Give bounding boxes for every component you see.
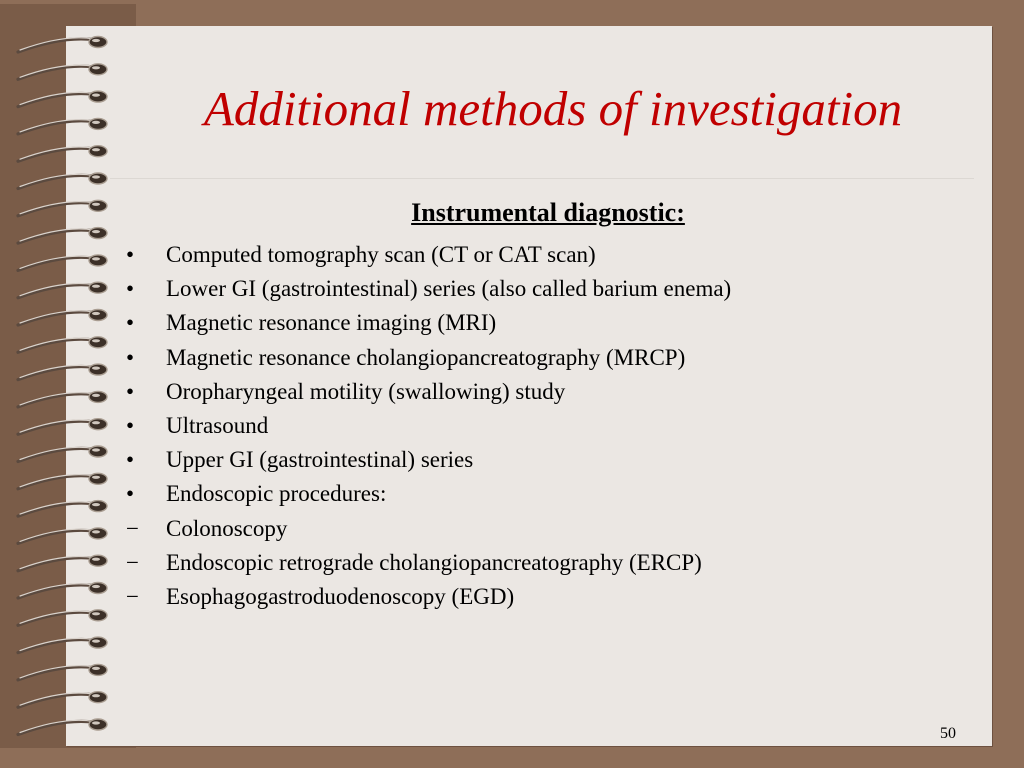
dash-marker: − — [126, 583, 139, 609]
list-item-text: Magnetic resonance imaging (MRI) — [166, 310, 497, 336]
list-item-text: Endoscopic retrograde cholangiopancreatography (ERCP) — [166, 549, 702, 575]
binding-coil — [18, 692, 107, 708]
binding-coil — [18, 637, 107, 653]
bullet-marker: • — [126, 412, 135, 438]
bullet-marker: • — [126, 378, 135, 404]
list-item — [126, 580, 986, 614]
slide-title: Additional methods of investigation — [203, 81, 903, 136]
binding-coil — [18, 391, 107, 407]
binding-coil — [18, 228, 107, 244]
list-item-text: Endoscopic procedures: — [166, 481, 387, 507]
binding-coil — [18, 419, 107, 435]
binding-coil — [18, 337, 107, 353]
diagnostic-list — [126, 238, 986, 614]
list-item — [126, 341, 986, 375]
list-item-text: Upper GI (gastrointestinal) series — [166, 447, 474, 473]
list-item-text: Esophagogastroduodenoscopy (EGD) — [166, 583, 515, 609]
binding-coil — [18, 310, 107, 326]
dash-marker: − — [126, 549, 139, 575]
list-item-text: Computed tomography scan (CT or CAT scan) — [166, 242, 596, 267]
list-item — [126, 272, 986, 306]
binding-coil — [18, 664, 107, 680]
binding-coil — [18, 173, 107, 189]
list-item — [126, 443, 986, 477]
bullet-marker: • — [126, 276, 135, 302]
binding-coil — [18, 446, 107, 462]
binding-coil — [18, 200, 107, 216]
list-item — [126, 546, 986, 580]
binding-coil — [18, 255, 107, 271]
bullet-marker: • — [126, 447, 135, 473]
list-item-text: Oropharyngeal motility (swallowing) study — [166, 378, 566, 404]
list-item-text: Magnetic resonance cholangiopancreatography (MRCP) — [166, 344, 686, 370]
spiral-binding — [0, 20, 120, 740]
binding-coil — [18, 146, 107, 162]
binding-coil — [18, 282, 107, 298]
dash-marker: − — [126, 515, 139, 541]
list-item — [126, 238, 986, 272]
list-item — [126, 512, 986, 546]
list-item — [126, 409, 986, 443]
list-item — [126, 375, 986, 409]
binding-coil — [18, 583, 107, 599]
binding-coil — [18, 91, 107, 107]
binding-coil — [18, 719, 107, 735]
list-item-text: Lower GI (gastrointestinal) series (also called barium enema) — [166, 276, 732, 302]
list-item — [126, 306, 986, 340]
bullet-marker: • — [126, 344, 135, 370]
binding-coil — [18, 64, 107, 80]
binding-coil — [18, 118, 107, 133]
list-item — [126, 477, 986, 511]
title-divider — [110, 178, 974, 179]
list-item-text: Ultrasound — [166, 412, 269, 438]
binding-coil — [18, 37, 107, 53]
section-heading: Instrumental diagnostic: — [411, 198, 685, 227]
bullet-marker: • — [126, 310, 135, 336]
bullet-marker: • — [126, 242, 135, 267]
binding-coil — [18, 501, 107, 516]
binding-coil — [18, 473, 107, 489]
page-number: 50 — [940, 725, 956, 742]
binding-coil — [18, 364, 107, 380]
bullet-marker: • — [126, 481, 135, 507]
binding-coil — [18, 610, 107, 626]
binding-coil — [18, 555, 107, 571]
binding-coil — [18, 528, 107, 544]
list-item-text: Colonoscopy — [166, 515, 288, 541]
